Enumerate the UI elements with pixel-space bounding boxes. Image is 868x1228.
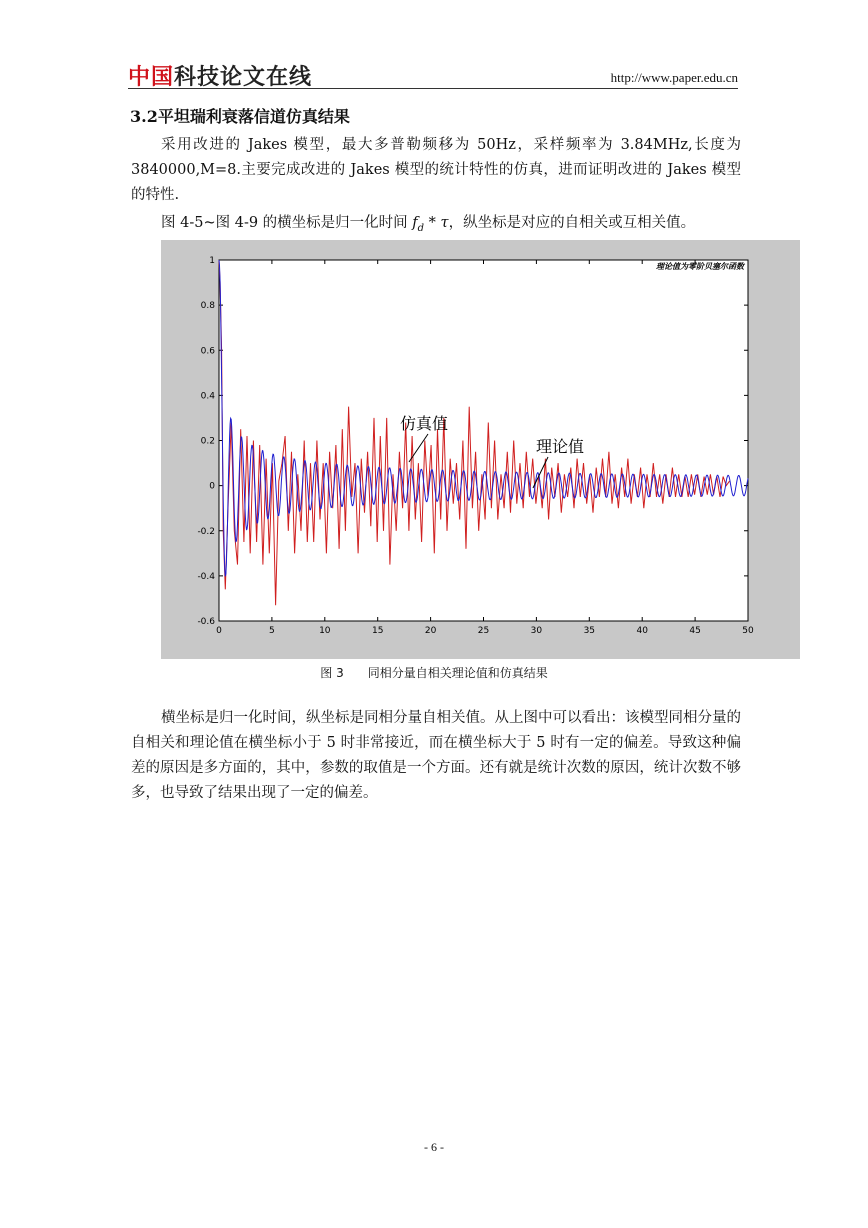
y-tick-label: 0	[209, 481, 215, 492]
plot-area	[219, 260, 748, 621]
caption-label: 图 3	[320, 666, 344, 680]
x-tick-label: 5	[269, 626, 275, 636]
x-tick-label: 10	[319, 626, 331, 636]
y-tick-label: 0.4	[200, 391, 215, 402]
logo-red-text: 中国	[128, 65, 175, 90]
paragraph-2	[131, 211, 741, 241]
x-tick-label: 15	[371, 626, 384, 636]
annotation-theoretical: 理论值	[536, 437, 585, 456]
page-header	[128, 56, 738, 89]
x-tick-label: 45	[689, 626, 701, 636]
paragraph-2-after: ，纵坐标是对应的自相关或互相关值。	[448, 215, 696, 231]
formula-f: f	[412, 215, 418, 231]
x-tick-label: 40	[636, 626, 648, 636]
formula-sub: d	[417, 222, 425, 234]
legend-text: 理论值为零阶贝塞尔函数	[656, 262, 744, 271]
y-tick-label: 0.6	[200, 346, 215, 357]
x-tick-label: 35	[583, 626, 596, 636]
autocorrelation-chart	[161, 240, 800, 659]
formula-tau: * τ	[424, 215, 449, 231]
y-tick-label: -0.6	[197, 617, 215, 627]
x-tick-label: 25	[477, 626, 490, 636]
header-url: http://www.paper.edu.cn	[610, 70, 738, 85]
y-tick-label: -0.4	[197, 571, 215, 582]
y-tick-label: 0.2	[200, 436, 215, 447]
figure-panel	[161, 240, 800, 659]
section-title: 3.2平坦瑞利衰落信道仿真结果	[130, 107, 350, 126]
caption-text: 同相分量自相关理论值和仿真结果	[367, 666, 548, 680]
y-tick-label: -0.2	[197, 526, 215, 537]
annotation-simulated: 仿真值	[400, 414, 449, 433]
x-tick-label: 20	[424, 626, 437, 636]
paragraph-1: 采用改进的 Jakes 模型，最大多普勒频移为 50Hz，采样频率为 3.84MHz,长度为 3840000,M=8.主要完成改进的 Jakes 模型的统计特性的仿真，进而证明改进的 Jakes 模型的特性.	[131, 137, 741, 203]
x-tick-label: 0	[216, 626, 222, 636]
figure-caption	[0, 664, 868, 681]
logo-dark-text: 科技论文在线	[174, 65, 313, 90]
x-tick-label: 30	[530, 626, 543, 636]
y-tick-label: 1	[209, 256, 215, 266]
journal-logo	[128, 60, 312, 91]
page-number: - 6 -	[424, 1140, 444, 1154]
y-tick-label: 0.8	[200, 301, 215, 312]
x-tick-label: 50	[742, 626, 754, 636]
paragraph-2-before: 图 4-5~图 4-9 的横坐标是归一化时间	[161, 215, 413, 231]
paragraph-3: 横坐标是归一化时间，纵坐标是同相分量自相关值。从上图中可以看出：该模型同相分量的自相关和理论值在横坐标小于 5 时非常接近，而在横坐标大于 5 时有一定的偏差。导致这种偏差的原因是多方面的，其中，参数的取值是一个方面。还有就是统计次数的原因，统计次数不够多，也导致了结果出现了一定的偏差。	[131, 710, 741, 801]
